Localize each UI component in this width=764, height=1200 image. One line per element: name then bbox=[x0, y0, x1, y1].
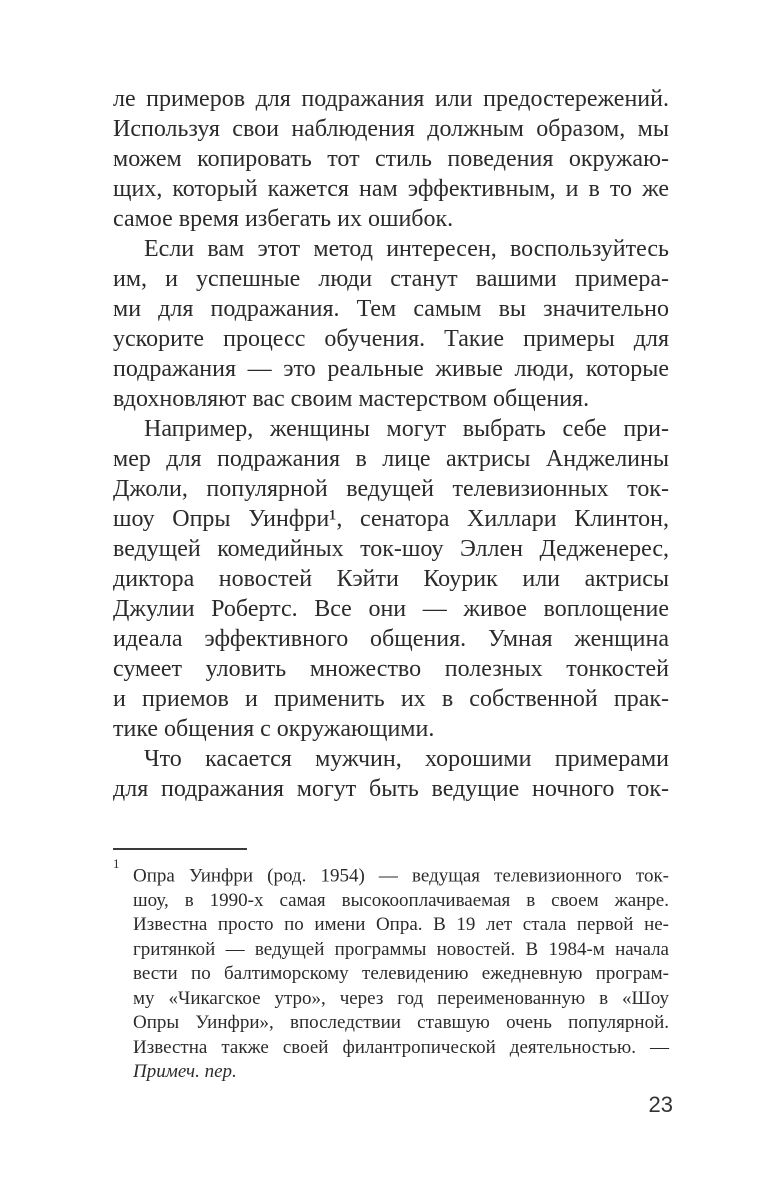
text-line: Например, женщины могут выбрать себе при- bbox=[144, 416, 669, 442]
text-line: сумеет уловить множество полезных тонкостей bbox=[113, 656, 669, 682]
footnote-line bbox=[113, 856, 669, 889]
page-number: 23 bbox=[648, 1092, 673, 1117]
text-line: можем копировать тот стиль поведения окружаю- bbox=[113, 146, 669, 172]
body-text bbox=[113, 84, 669, 804]
footnote-line: шоу, в 1990-х самая высокооплачиваемая в своем жанре. bbox=[133, 889, 669, 911]
footnote-line: вести по балтиморскому телевидению ежедневную програм- bbox=[133, 963, 669, 985]
text-line: и приемов и применить их в собственной прак- bbox=[113, 686, 669, 712]
footnote-translator-note: Примеч. пер. bbox=[133, 1061, 237, 1083]
text-line: ле примеров для подражания или предостережений. bbox=[113, 86, 669, 112]
text-line: мер для подражания в лице актрисы Анджелины bbox=[113, 446, 669, 472]
text-line: Что касается мужчин, хорошими примерами bbox=[144, 746, 669, 772]
paragraph-4 bbox=[113, 744, 669, 804]
text-line: щих, который кажется нам эффективным, и в то же bbox=[113, 176, 669, 202]
text-line: шоу Опры Уинфри¹, сенатора Хиллари Клинтон, bbox=[113, 506, 669, 532]
text-line: ведущей комедийных ток-шоу Эллен Дедженерес, bbox=[113, 536, 669, 562]
paragraph-3 bbox=[113, 414, 669, 744]
text-line: диктора новостей Кэйти Коурик или актрисы bbox=[113, 566, 669, 592]
text-line: Джоли, популярной ведущей телевизионных ток- bbox=[113, 476, 669, 502]
paragraph-1 bbox=[113, 84, 669, 234]
footnote bbox=[113, 858, 669, 1085]
footnote-text: Опра Уинфри (род. 1954) — ведущая телевизионного ток- bbox=[133, 865, 669, 887]
text-line: самое время избегать их ошибок. bbox=[113, 206, 454, 232]
footnote-line: Опры Уинфри», впоследствии ставшую очень популярной. bbox=[133, 1012, 669, 1034]
text-line: Используя свои наблюдения должным образом, мы bbox=[113, 116, 669, 142]
footnote-separator bbox=[113, 848, 247, 850]
text-line: Джулии Робертс. Все они — живое воплощение bbox=[113, 596, 669, 622]
footnote-marker: 1 bbox=[113, 856, 120, 871]
text-line: им, и успешные люди станут вашими примера- bbox=[113, 266, 669, 292]
footnote-line: Известна просто по имени Опра. В 19 лет стала первой не- bbox=[133, 914, 669, 936]
text-line: вдохновляют вас своим мастерством общения. bbox=[113, 386, 590, 412]
footnote-line: му «Чикагское утро», через год переименованную в «Шоу bbox=[133, 987, 669, 1009]
footnote-line: гритянкой — ведущей программы новостей. В 1984-м начала bbox=[133, 938, 669, 960]
text-line: тике общения с окружающими. bbox=[113, 716, 435, 742]
footnote-line: Известна также своей филантропической деятельностью. — bbox=[133, 1036, 669, 1058]
text-line: идеала эффективного общения. Умная женщина bbox=[113, 626, 669, 652]
text-line: ми для подражания. Тем самым вы значительно bbox=[113, 296, 669, 322]
text-line: Если вам этот метод интересен, воспользуйтесь bbox=[144, 236, 669, 262]
text-line: подражания — это реальные живые люди, которые bbox=[113, 356, 669, 382]
paragraph-2 bbox=[113, 234, 669, 414]
text-line: для подражания могут быть ведущие ночного ток- bbox=[113, 776, 669, 802]
text-line: ускорите процесс обучения. Такие примеры для bbox=[113, 326, 669, 352]
